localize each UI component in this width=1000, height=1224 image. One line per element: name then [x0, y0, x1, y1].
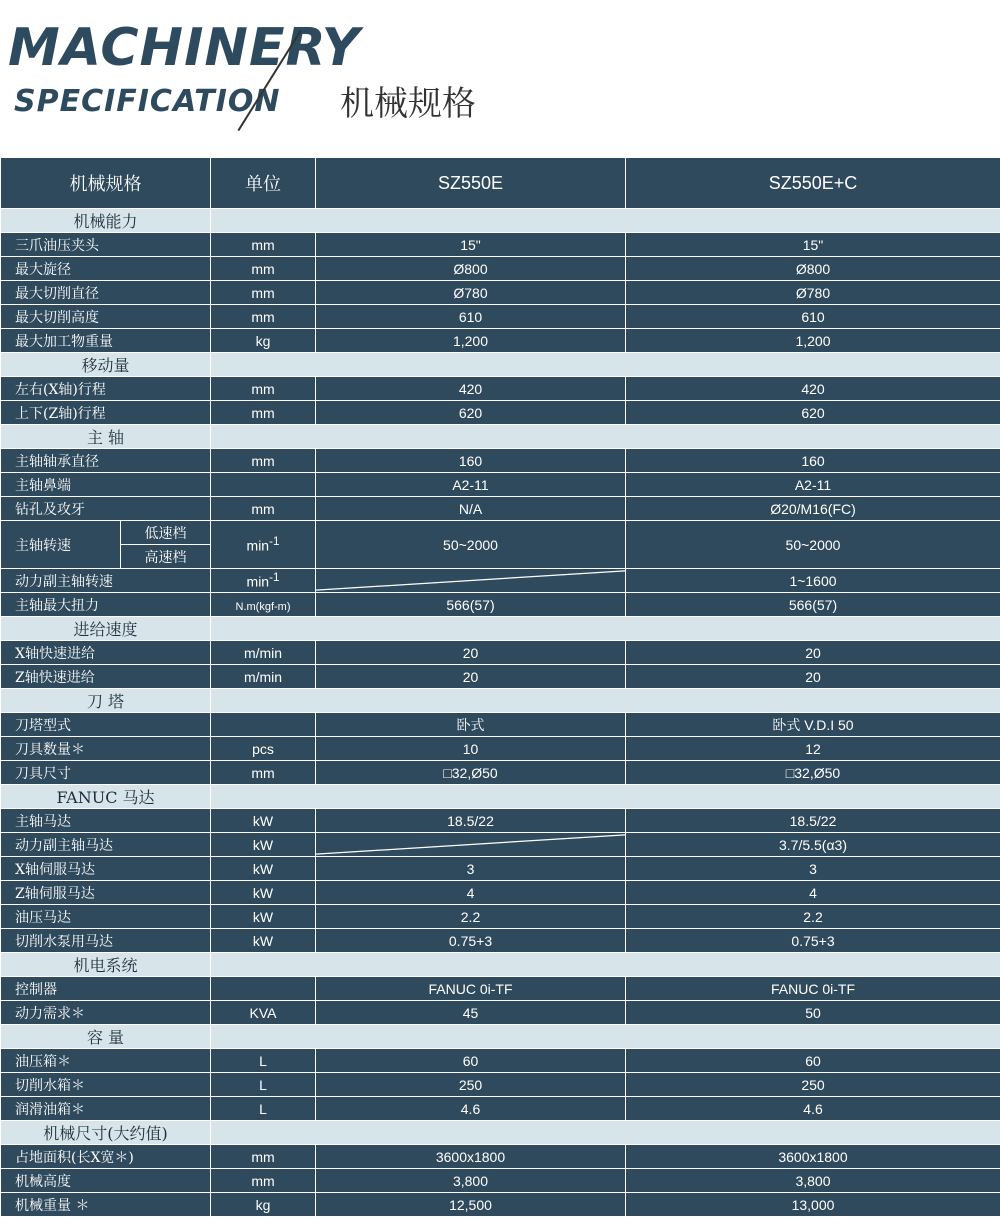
section-label: 机电系统	[1, 953, 211, 977]
section-row	[1, 689, 1000, 713]
value-sz550e: 250	[316, 1073, 626, 1097]
spec-unit	[211, 1073, 316, 1097]
value-sz550e-not-applicable	[316, 833, 626, 857]
table-row	[1, 977, 1000, 1001]
table-row	[1, 641, 1000, 665]
value-sz550e: 160	[316, 449, 626, 473]
table-row	[1, 929, 1000, 953]
spec-unit	[211, 833, 316, 857]
table-row	[1, 1145, 1000, 1169]
page-header	[0, 0, 1000, 150]
spec-name: 上下(Z轴)行程	[1, 401, 211, 425]
table-row	[1, 281, 1000, 305]
value-sz550e-c: 卧式 V.D.I 50	[626, 713, 1000, 737]
spec-unit	[211, 473, 316, 497]
col-header-unit: 单位	[211, 158, 316, 209]
spec-unit	[211, 809, 316, 833]
spec-name: 主轴轴承直径	[1, 449, 211, 473]
value-sz550e-c: 18.5/22	[626, 809, 1000, 833]
value-sz550e: 3,800	[316, 1169, 626, 1193]
value-sz550e: 60	[316, 1049, 626, 1073]
spec-unit	[211, 377, 316, 401]
unit-text: N.m(kgf-m)	[235, 600, 291, 613]
spec-name: 主轴鼻端	[1, 473, 211, 497]
spec-unit	[211, 593, 316, 617]
spec-unit	[211, 857, 316, 881]
spec-name: X轴快速进给	[1, 641, 211, 665]
unit-text: KVA	[249, 1004, 277, 1021]
value-sz550e: 45	[316, 1001, 626, 1025]
value-sz550e-c: 4.6	[626, 1097, 1000, 1121]
unit-text: mm	[251, 404, 275, 421]
spec-unit	[211, 305, 316, 329]
section-row	[1, 785, 1000, 809]
value-sz550e-c: □32,Ø50	[626, 761, 1000, 785]
section-label: 刀 塔	[1, 689, 211, 713]
diagonal-cell	[316, 833, 625, 856]
spec-unit	[211, 665, 316, 689]
value-sz550e: 20	[316, 641, 626, 665]
title-specification: SPECIFICATION	[14, 84, 281, 119]
value-sz550e-c: 2.2	[626, 905, 1000, 929]
value-sz550e: 12,500	[316, 1193, 626, 1217]
spec-unit	[211, 1049, 316, 1073]
unit-text: kW	[252, 836, 274, 853]
spec-name: 主轴马达	[1, 809, 211, 833]
spec-name: X轴伺服马达	[1, 857, 211, 881]
section-label: 容 量	[1, 1025, 211, 1049]
table-row	[1, 857, 1000, 881]
section-fill	[211, 209, 1000, 233]
section-label: 移动量	[1, 353, 211, 377]
spec-unit	[211, 737, 316, 761]
table-row	[1, 257, 1000, 281]
spec-name: 最大切削直径	[1, 281, 211, 305]
spec-name: 最大加工物重量	[1, 329, 211, 353]
value-sz550e-not-applicable	[316, 569, 626, 593]
section-fill	[211, 953, 1000, 977]
spec-name: 三爪油压夹头	[1, 233, 211, 257]
section-fill	[211, 689, 1000, 713]
value-sz550e: 420	[316, 377, 626, 401]
value-sz550e: 18.5/22	[316, 809, 626, 833]
spec-name: 动力副主轴转速	[1, 569, 211, 593]
value-sz550e: 15"	[316, 233, 626, 257]
table-row	[1, 1001, 1000, 1025]
table-row	[1, 1073, 1000, 1097]
spec-name: 刀具尺寸	[1, 761, 211, 785]
value-sz550e: □32,Ø50	[316, 761, 626, 785]
table-row	[1, 449, 1000, 473]
value-sz550e: 4	[316, 881, 626, 905]
spec-unit	[211, 497, 316, 521]
spec-name: 左右(X轴)行程	[1, 377, 211, 401]
value-sz550e-c: 60	[626, 1049, 1000, 1073]
value-sz550e-c: 20	[626, 665, 1000, 689]
unit-text: mm	[251, 452, 275, 469]
value-sz550e-c: 160	[626, 449, 1000, 473]
value-sz550e-c: 1~1600	[626, 569, 1000, 593]
spec-unit	[211, 641, 316, 665]
section-row	[1, 209, 1000, 233]
value-sz550e-c: 15"	[626, 233, 1000, 257]
section-fill	[211, 425, 1000, 449]
table-row	[1, 1193, 1000, 1217]
spec-subname: 高速档	[121, 545, 211, 569]
table-row	[1, 905, 1000, 929]
value-sz550e: 566(57)	[316, 593, 626, 617]
spec-unit	[211, 1145, 316, 1169]
unit-text: L	[259, 1100, 267, 1117]
table-header-row	[1, 158, 1000, 209]
section-fill	[211, 1025, 1000, 1049]
section-label: 主 轴	[1, 425, 211, 449]
value-sz550e-c: 250	[626, 1073, 1000, 1097]
spec-name: 润滑油箱＊	[1, 1097, 211, 1121]
spec-unit	[211, 881, 316, 905]
unit-text: mm	[251, 1148, 275, 1165]
table-row	[1, 809, 1000, 833]
unit-text: L	[259, 1052, 267, 1069]
value-sz550e-c: 3,800	[626, 1169, 1000, 1193]
spec-name: 最大旋径	[1, 257, 211, 281]
spec-name: 刀塔型式	[1, 713, 211, 737]
unit-text: mm	[251, 260, 275, 277]
value-sz550e: 620	[316, 401, 626, 425]
value-sz550e: 10	[316, 737, 626, 761]
spec-unit	[211, 1193, 316, 1217]
spec-name: 控制器	[1, 977, 211, 1001]
value-sz550e-c: 3	[626, 857, 1000, 881]
spec-name: 油压箱＊	[1, 1049, 211, 1073]
value-sz550e: N/A	[316, 497, 626, 521]
unit-text: kW	[252, 932, 274, 949]
table-row	[1, 401, 1000, 425]
value-sz550e-c: 12	[626, 737, 1000, 761]
title-machinery: MACHINERY	[8, 18, 361, 78]
table-row	[1, 569, 1000, 593]
table-row	[1, 713, 1000, 737]
value-sz550e: 4.6	[316, 1097, 626, 1121]
spec-unit	[211, 1097, 316, 1121]
unit-text: kW	[252, 908, 274, 925]
spec-name: 最大切削高度	[1, 305, 211, 329]
spec-name: 动力副主轴马达	[1, 833, 211, 857]
value-sz550e-c: 0.75+3	[626, 929, 1000, 953]
unit-text: kW	[252, 812, 274, 829]
spec-name: 主轴转速	[1, 521, 121, 569]
spec-unit	[211, 233, 316, 257]
unit-text: mm	[251, 380, 275, 397]
value-sz550e-c: 420	[626, 377, 1000, 401]
table-row	[1, 593, 1000, 617]
unit-text: kW	[252, 884, 274, 901]
unit-text: pcs	[252, 740, 274, 757]
section-row	[1, 953, 1000, 977]
value-sz550e-c: 3.7/5.5(α3)	[626, 833, 1000, 857]
unit-text: mm	[251, 1172, 275, 1189]
spec-name: 主轴最大扭力	[1, 593, 211, 617]
section-row	[1, 425, 1000, 449]
col-header-spec: 机械规格	[1, 158, 211, 209]
value-sz550e-c: 50	[626, 1001, 1000, 1025]
table-row	[1, 329, 1000, 353]
table-row	[1, 833, 1000, 857]
table-row	[1, 377, 1000, 401]
spec-unit	[211, 329, 316, 353]
spec-unit	[211, 281, 316, 305]
spec-name: 动力需求＊	[1, 1001, 211, 1025]
spec-name: Z轴快速进给	[1, 665, 211, 689]
col-header-sz550e-c: SZ550E+C	[626, 158, 1000, 209]
section-row	[1, 1025, 1000, 1049]
spec-unit	[211, 905, 316, 929]
table-row	[1, 737, 1000, 761]
value-sz550e: 3	[316, 857, 626, 881]
unit-text: mm	[251, 500, 275, 517]
spec-unit	[211, 257, 316, 281]
table-row	[1, 1097, 1000, 1121]
table-row	[1, 233, 1000, 257]
unit-text: mm	[251, 764, 275, 781]
table-row	[1, 497, 1000, 521]
diagonal-line	[316, 569, 625, 592]
spec-name: 油压马达	[1, 905, 211, 929]
spec-subname: 低速档	[121, 521, 211, 545]
spec-unit	[211, 521, 316, 569]
spec-unit	[211, 929, 316, 953]
unit-text: kg	[255, 332, 271, 349]
section-label: 机械能力	[1, 209, 211, 233]
spec-unit	[211, 713, 316, 737]
value-sz550e-c: Ø780	[626, 281, 1000, 305]
value-sz550e: 20	[316, 665, 626, 689]
spec-name: 机械高度	[1, 1169, 211, 1193]
value-sz550e: Ø800	[316, 257, 626, 281]
unit-text: mm	[251, 236, 275, 253]
value-sz550e-c: 20	[626, 641, 1000, 665]
value-sz550e-c: 4	[626, 881, 1000, 905]
table-row	[1, 761, 1000, 785]
table-row	[1, 1169, 1000, 1193]
value-sz550e: Ø780	[316, 281, 626, 305]
spec-name: 切削水泵用马达	[1, 929, 211, 953]
section-fill	[211, 785, 1000, 809]
section-row	[1, 353, 1000, 377]
section-label: 进给速度	[1, 617, 211, 641]
value-sz550e-c: 50~2000	[626, 521, 1000, 569]
value-sz550e-c: FANUC 0i-TF	[626, 977, 1000, 1001]
value-sz550e: 2.2	[316, 905, 626, 929]
value-sz550e-c: 1,200	[626, 329, 1000, 353]
spec-unit	[211, 401, 316, 425]
value-sz550e-c: 610	[626, 305, 1000, 329]
spec-name: 钻孔及攻牙	[1, 497, 211, 521]
section-row	[1, 617, 1000, 641]
spec-name: 刀具数量＊	[1, 737, 211, 761]
diagonal-line	[316, 833, 625, 856]
unit-text: L	[259, 1076, 267, 1093]
spec-unit	[211, 1001, 316, 1025]
spec-unit	[211, 977, 316, 1001]
section-row	[1, 1121, 1000, 1145]
value-sz550e: 3600x1800	[316, 1145, 626, 1169]
table-row	[1, 305, 1000, 329]
value-sz550e-c: 3600x1800	[626, 1145, 1000, 1169]
spec-unit	[211, 449, 316, 473]
spec-table	[0, 157, 1000, 1217]
unit-superscript: -1	[269, 571, 280, 585]
table-row	[1, 881, 1000, 905]
spec-name: Z轴伺服马达	[1, 881, 211, 905]
unit-superscript: -1	[269, 535, 280, 549]
unit-text: mm	[251, 284, 275, 301]
value-sz550e: 610	[316, 305, 626, 329]
spec-name: 切削水箱＊	[1, 1073, 211, 1097]
spec-unit	[211, 569, 316, 593]
section-fill	[211, 1121, 1000, 1145]
value-sz550e-c: Ø800	[626, 257, 1000, 281]
table-row	[1, 665, 1000, 689]
table-row	[1, 1049, 1000, 1073]
unit-text: m/min	[243, 668, 283, 685]
value-sz550e: FANUC 0i-TF	[316, 977, 626, 1001]
section-label: FANUC 马达	[1, 785, 211, 809]
spec-unit	[211, 761, 316, 785]
unit-text: kW	[252, 860, 274, 877]
title-chinese: 机械规格	[340, 85, 476, 123]
section-fill	[211, 353, 1000, 377]
unit-text: m/min	[243, 644, 283, 661]
diagonal-cell	[316, 569, 625, 592]
spec-name: 机械重量 ＊	[1, 1193, 211, 1217]
value-sz550e: 1,200	[316, 329, 626, 353]
value-sz550e-c: 13,000	[626, 1193, 1000, 1217]
value-sz550e-c: 566(57)	[626, 593, 1000, 617]
unit-text: min	[246, 537, 270, 554]
spec-table-container	[0, 157, 1000, 1217]
value-sz550e-c: 620	[626, 401, 1000, 425]
unit-text: kg	[255, 1196, 271, 1213]
unit-text: mm	[251, 308, 275, 325]
table-row	[1, 521, 1000, 545]
value-sz550e: 0.75+3	[316, 929, 626, 953]
table-row	[1, 473, 1000, 497]
section-label: 机械尺寸(大约值)	[1, 1121, 211, 1145]
col-header-sz550e: SZ550E	[316, 158, 626, 209]
spec-unit	[211, 1169, 316, 1193]
value-sz550e: A2-11	[316, 473, 626, 497]
unit-text: min	[246, 573, 270, 590]
section-fill	[211, 617, 1000, 641]
value-sz550e-c: Ø20/M16(FC)	[626, 497, 1000, 521]
value-sz550e-c: A2-11	[626, 473, 1000, 497]
spec-name: 占地面积(长X宽＊)	[1, 1145, 211, 1169]
value-sz550e: 卧式	[316, 713, 626, 737]
value-sz550e: 50~2000	[316, 521, 626, 569]
